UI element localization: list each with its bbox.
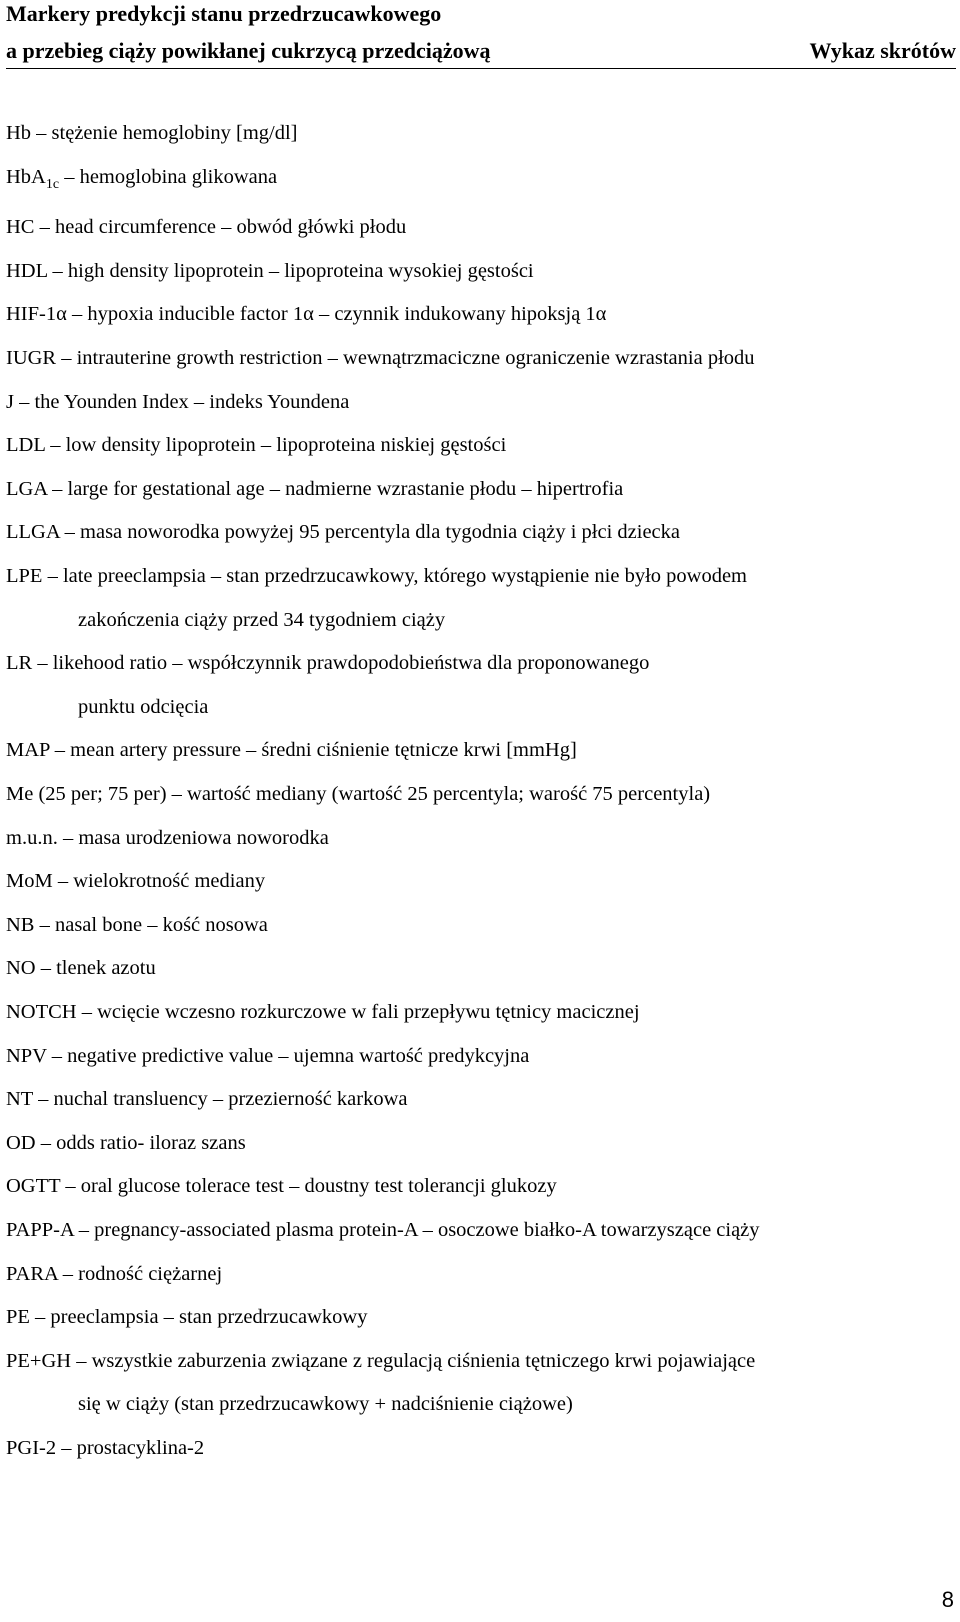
page-header — [6, 0, 956, 69]
abbreviation-text: MoM – wielokrotność mediany — [6, 870, 266, 893]
abbreviation-text: NB – nasal bone – kość nosowa — [6, 913, 268, 936]
abbreviation-item — [6, 991, 951, 1035]
abbreviation-item — [6, 1122, 951, 1166]
abbreviation-text: OD – odds ratio- iloraz szans — [6, 1131, 246, 1154]
abbreviation-continuation: zakończenia ciąży przed 34 tygodniem ciąży — [78, 608, 446, 631]
abbreviation-item — [6, 555, 951, 642]
abbreviation-item — [6, 1253, 951, 1297]
page-number: 8 — [941, 1587, 954, 1612]
abbreviation-text: PAPP-A – pregnancy-associated plasma protein-A – osoczowe białko-A towarzyszące ciąży — [6, 1218, 760, 1241]
header-title-line2: a przebieg ciąży powikłanej cukrzycą przedciążową — [6, 38, 491, 63]
abbreviation-text: PGI-2 – prostacyklina-2 — [6, 1436, 205, 1459]
abbreviation-item — [6, 381, 951, 425]
abbreviation-item — [6, 1035, 951, 1079]
abbreviation-text: LLGA – masa noworodka powyżej 95 percentyla dla tygodnia ciąży i płci dziecka — [6, 521, 680, 544]
abbreviation-item — [6, 904, 951, 948]
abbreviation-item — [6, 860, 951, 904]
abbreviation-item — [6, 337, 951, 381]
abbreviation-continuation: się w ciąży (stan przedrzucawkowy + nadciśnienie ciążowe) — [78, 1393, 573, 1416]
abbreviation-item — [6, 1078, 951, 1122]
abbreviation-item — [6, 511, 951, 555]
abbreviation-subscript: 1c — [45, 176, 60, 192]
abbreviation-item — [6, 1427, 951, 1471]
abbreviation-item — [6, 293, 951, 337]
abbreviation-text: HIF-1α – hypoxia inducible factor 1α – czynnik indukowany hipoksją 1α — [6, 303, 607, 326]
abbreviation-text: NO – tlenek azotu — [6, 957, 156, 980]
abbreviation-text: PE – preeclampsia – stan przedrzucawkowy — [6, 1306, 368, 1329]
abbreviation-item — [6, 424, 951, 468]
abbreviation-text: Hb – stężenie hemoglobiny [mg/dl] — [6, 122, 298, 144]
abbreviation-text: HbA — [6, 165, 46, 188]
abbreviation-text: NOTCH – wcięcie wczesno rozkurczowe w fali przepływu tętnicy macicznej — [6, 1000, 640, 1023]
abbreviation-item — [6, 250, 951, 294]
header-title-line1: Markery predykcji stanu przedrzucawkowego — [6, 1, 442, 26]
abbreviation-text: HC – head circumference – obwód główki płodu — [6, 216, 407, 239]
abbreviation-text: OGTT – oral glucose tolerace test – doustny test tolerancji glukozy — [6, 1175, 557, 1198]
abbreviation-item — [6, 156, 951, 207]
abbreviation-item — [6, 1165, 951, 1209]
abbreviation-text: LDL – low density lipoprotein – lipoproteina niskiej gęstości — [6, 434, 507, 457]
abbreviation-continuation: punktu odcięcia — [78, 695, 209, 718]
abbreviation-text: IUGR – intrauterine growth restriction – wewnątrzmaciczne ograniczenie wzrastania płodu — [6, 347, 755, 370]
abbreviation-text: J – the Younden Index – indeks Youndena — [6, 390, 350, 413]
abbreviation-list — [6, 112, 951, 1471]
abbreviation-text: PE+GH – wszystkie zaburzenia związane z regulacją ciśnienia tętniczego krwi pojawiające — [6, 1349, 756, 1372]
abbreviation-item — [6, 468, 951, 512]
abbreviation-text: LGA – large for gestational age – nadmierne wzrastanie płodu – hipertrofia — [6, 477, 624, 500]
abbreviation-text: PARA – rodność ciężarnej — [6, 1262, 223, 1285]
abbreviation-text: Me (25 per; 75 per) – wartość mediany (wartość 25 percentyla; warość 75 percentyla) — [6, 783, 711, 805]
abbreviation-item — [6, 112, 951, 156]
abbreviation-text: – hemoglobina glikowana — [59, 165, 278, 188]
abbreviation-text: HDL – high density lipoprotein – lipoproteina wysokiej gęstości — [6, 259, 534, 282]
abbreviation-item — [6, 1209, 951, 1253]
abbreviation-item — [6, 947, 951, 991]
abbreviation-item — [6, 642, 951, 729]
abbreviation-item — [6, 1340, 951, 1427]
abbreviation-text: NT – nuchal transluency – przezierność karkowa — [6, 1088, 408, 1111]
abbreviation-item — [6, 1296, 951, 1340]
abbreviation-text: LR – likehood ratio – współczynnik prawdopodobieństwa dla proponowanego — [6, 652, 650, 675]
abbreviation-item — [6, 206, 951, 250]
abbreviation-text: LPE – late preeclampsia – stan przedrzucawkowy, którego wystąpienie nie było powodem — [6, 565, 747, 588]
abbreviation-item — [6, 773, 951, 817]
abbreviation-text: MAP – mean artery pressure – średni ciśnienie tętnicze krwi [mmHg] — [6, 739, 577, 762]
abbreviation-text: NPV – negative predictive value – ujemna wartość predykcyjna — [6, 1044, 530, 1067]
header-section-label: Wykaz skrótów — [809, 38, 956, 63]
abbreviation-item — [6, 817, 951, 861]
abbreviation-text: m.u.n. – masa urodzeniowa noworodka — [6, 826, 329, 849]
abbreviation-item — [6, 729, 951, 773]
